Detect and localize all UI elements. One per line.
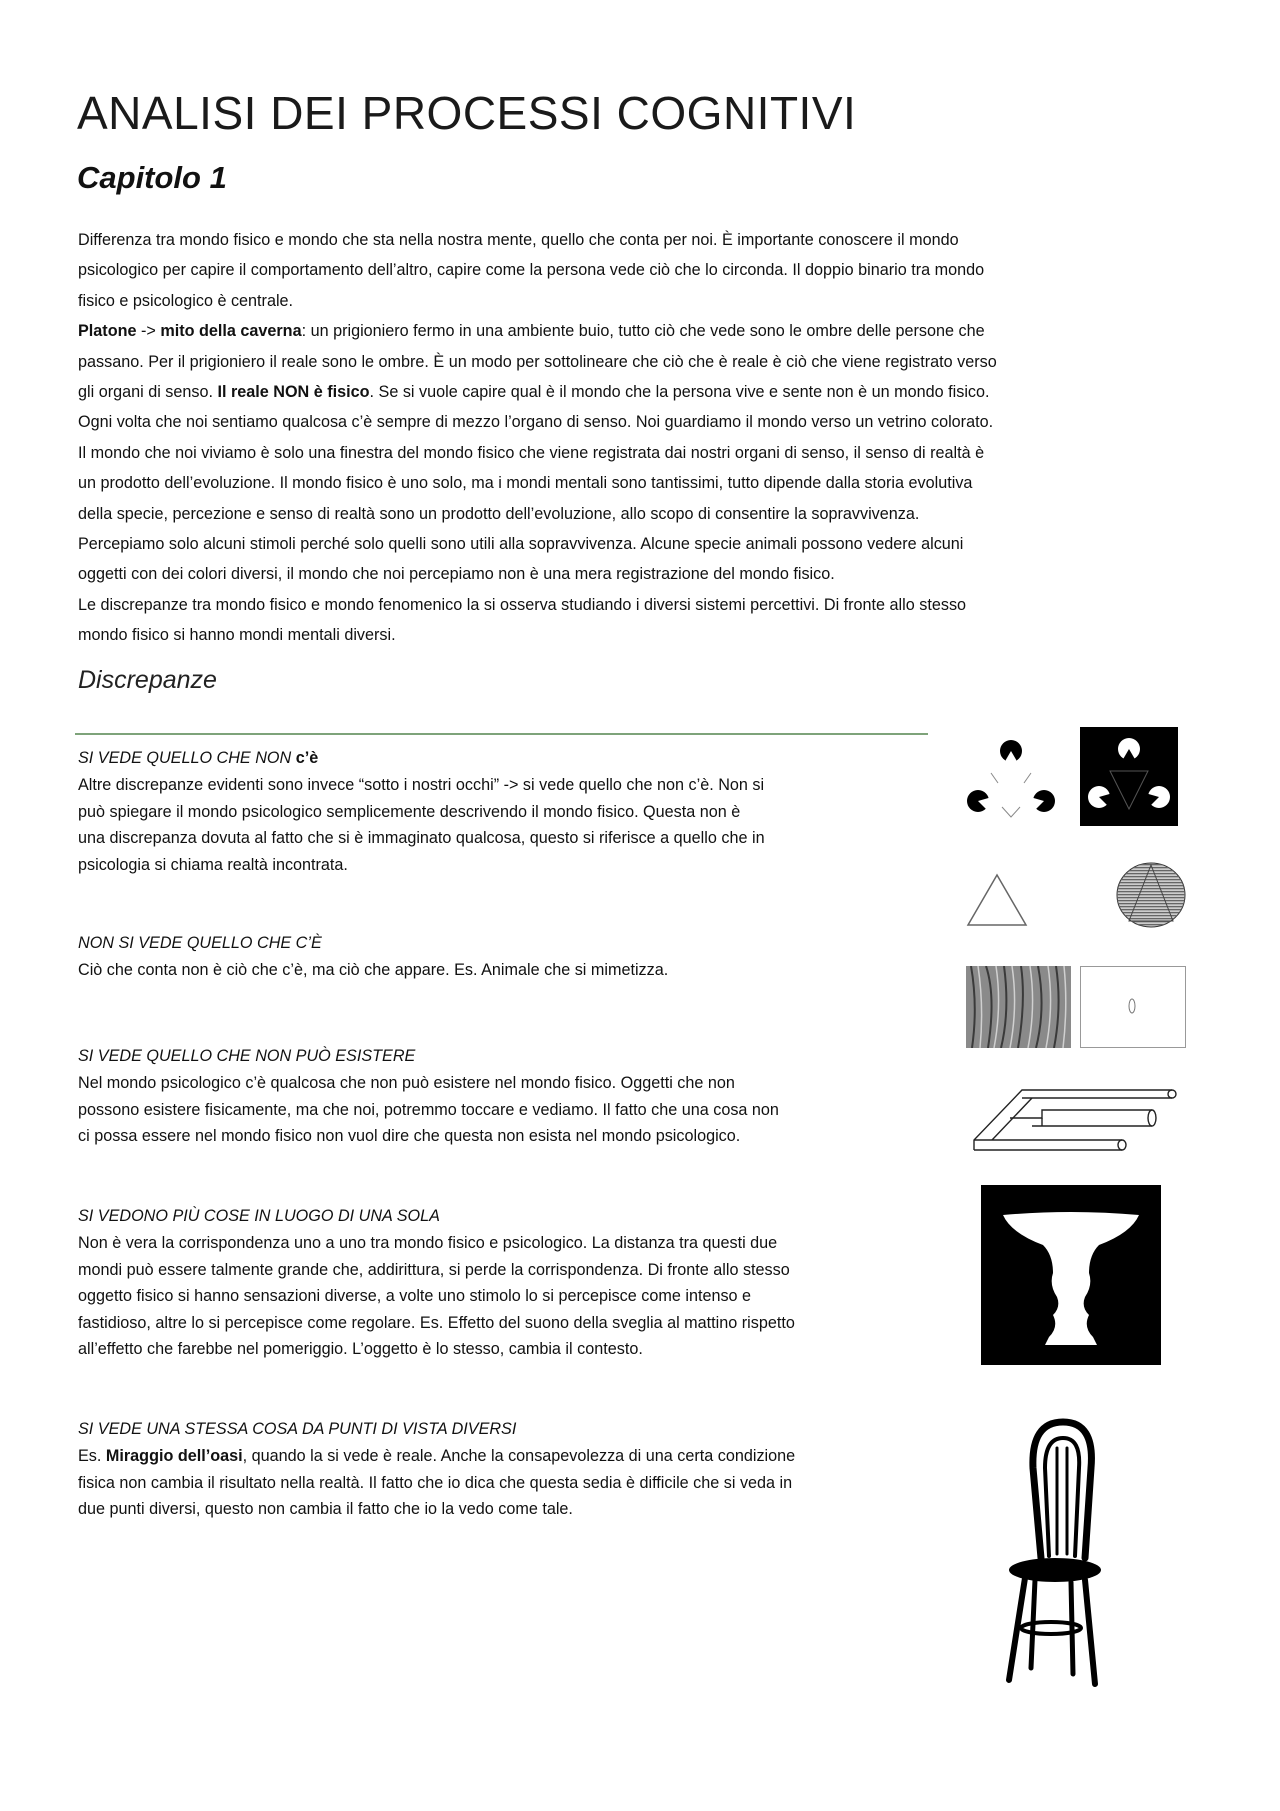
- text-segment: ->: [136, 322, 161, 341]
- text-line: [78, 1070, 779, 1097]
- text-line: [78, 1257, 795, 1284]
- section-heading: [78, 1203, 795, 1230]
- text-line: [78, 286, 997, 316]
- text-line: [78, 620, 997, 650]
- text-line: [78, 1443, 795, 1470]
- text-segment: SI VEDONO PIÙ COSE IN LUOGO DI UNA SOLA: [78, 1207, 440, 1225]
- chair-icon: [1001, 1418, 1101, 1690]
- section-heading: [78, 1043, 779, 1070]
- text-segment: Es.: [78, 1447, 106, 1465]
- section-si-vede-quello-che-non-ce: [78, 745, 765, 878]
- text-segment: Non è vera la corrispondenza uno a uno tra mondo fisico e psicologico. La distanza tra questi due: [78, 1234, 778, 1252]
- text-line: [78, 1123, 779, 1150]
- text-segment: mondo fisico si hanno mondi mentali diversi.: [78, 626, 396, 645]
- text-segment: può spiegare il mondo psicologico semplicemente descrivendo il mondo fisico. Questa non è: [78, 802, 741, 821]
- text-segment: ci possa essere nel mondo fisico non vuol dire che questa non esista nel mondo psicologico.: [78, 1127, 741, 1145]
- text-line: [78, 529, 997, 559]
- text-segment: un prodotto dell’evoluzione. Il mondo fisico è uno solo, ma i mondi mentali sono tantissimi, tutto dipende dalla storia evolutiva: [78, 474, 973, 493]
- text-line: [78, 559, 997, 589]
- text-segment: fisica non cambia il risultato nella realtà. Il fatto che io dica che questa sedia è difficile che si veda in: [78, 1473, 793, 1492]
- text-segment: Ogni volta che noi sentiamo qualcosa c’è sempre di mezzo l’organo di senso. Noi guardiamo il mondo verso un vetrino colorato.: [78, 413, 994, 432]
- text-segment: psicologia si chiama realtà incontrata.: [78, 855, 348, 874]
- text-line: [78, 825, 765, 852]
- text-line: [78, 1336, 795, 1363]
- text-line: [78, 1097, 779, 1124]
- text-line: [78, 772, 765, 799]
- text-line: [78, 225, 997, 255]
- text-segment: Ciò che conta non è ciò che c’è, ma ciò che appare. Es. Animale che si mimetizza.: [78, 961, 669, 979]
- discrepanze-heading: Discrepanze: [78, 666, 217, 694]
- intro-paragraph: [78, 225, 997, 650]
- text-segment: possono esistere fisicamente, ma che noi, potremmo toccare e vediamo. Il fatto che una cosa non: [78, 1100, 779, 1119]
- text-segment: Altre discrepanze evidenti sono invece “sotto i nostri occhi” -> si vede quello che non c’è. Non si: [78, 776, 765, 794]
- section-piu-cose: [78, 1203, 795, 1363]
- text-segment: Percepiamo solo alcuni stimoli perché solo quelli sono utili alla sopravvivenza. Alcune specie animali possono vedere alcuni: [78, 534, 964, 553]
- text-line: [78, 852, 765, 879]
- text-segment: , quando la si vede è reale. Anche la consapevolezza di una certa condizione: [242, 1447, 796, 1465]
- text-segment: SI VEDE UNA STESSA COSA DA PUNTI DI VISTA DIVERSI: [78, 1420, 517, 1438]
- text-segment: oggetti con dei colori diversi, il mondo che noi percepiamo non è una mera registrazione del mondo fisico.: [78, 565, 835, 584]
- text-segment: . Se si vuole capire qual è il mondo che la persona vive e sente non è un mondo fisico.: [369, 382, 990, 401]
- text-line: [78, 468, 997, 498]
- text-line: [78, 347, 997, 377]
- chapter-heading: Capitolo 1: [77, 160, 227, 195]
- text-line: [78, 377, 997, 407]
- text-line: [78, 1230, 795, 1257]
- text-segment: passano. Per il prigioniero il reale sono le ombre. È un modo per sottolineare che ciò che è reale è ciò che viene registrato verso: [78, 352, 997, 371]
- kanizsa-triangle-icon: [966, 737, 1056, 819]
- text-line: [78, 1470, 795, 1497]
- section-heading: [78, 930, 668, 957]
- striped-circle-triangle-icon: [1115, 861, 1187, 929]
- text-segment: NON SI VEDE QUELLO CHE C’È: [78, 934, 322, 952]
- text-line: [78, 407, 997, 437]
- camouflage-box-icon: [1080, 966, 1186, 1048]
- text-segment: fastidioso, altre lo si percepisce come regolare. Es. Effetto del suono della sveglia al mattino rispetto: [78, 1313, 795, 1332]
- text-segment: Nel mondo psicologico c’è qualcosa che non può esistere nel mondo fisico. Oggetti che non: [78, 1074, 735, 1092]
- text-segment: oggetto fisico si hanno sensazioni diverse, a volte uno stimolo lo si percepisce come intenso e: [78, 1287, 752, 1305]
- text-line: [78, 957, 668, 984]
- section-non-puo-esistere: [78, 1043, 779, 1150]
- bold-text: c’è: [295, 749, 319, 767]
- text-segment: una discrepanza dovuta al fatto che si è immaginato qualcosa, questo si riferisce a quello che in: [78, 829, 765, 847]
- text-segment: : un prigioniero fermo in una ambiente buio, tutto ciò che vede sono le ombre delle persone che: [301, 322, 985, 341]
- text-segment: fisico e psicologico è centrale.: [78, 291, 294, 310]
- section-heading: [78, 745, 765, 772]
- text-segment: psicologico per capire il comportamento dell’altro, capire come la persona vede ciò che lo circonda. Il doppio binario tra mondo: [78, 261, 985, 280]
- section-divider: [75, 733, 928, 735]
- text-line: [78, 255, 997, 285]
- bold-text: Miraggio dell’oasi: [105, 1447, 243, 1465]
- kanizsa-triangle-inverted-icon: [1080, 727, 1178, 826]
- text-segment: gli organi di senso.: [78, 382, 218, 401]
- text-segment: Il mondo che noi viviamo è solo una finestra del mondo fisico che viene registrata dai nostri organi di senso, il senso di realtà è: [78, 443, 985, 462]
- bark-texture-icon: [966, 966, 1071, 1048]
- text-line: [78, 438, 997, 468]
- text-line: [78, 499, 997, 529]
- section-non-si-vede-quello-che-ce: [78, 930, 668, 984]
- triangle-icon: [966, 873, 1028, 927]
- text-line: [78, 1283, 795, 1310]
- document-title: ANALISI DEI PROCESSI COGNITIVI: [77, 87, 857, 139]
- text-segment: mondi può essere talmente grande che, addirittura, si perde la corrispondenza. Di fronte allo stesso: [78, 1260, 790, 1279]
- bold-text: Il reale NON è fisico: [217, 382, 370, 401]
- text-segment: SI VEDE QUELLO CHE NON PUÒ ESISTERE: [78, 1047, 416, 1065]
- text-line: [78, 590, 997, 620]
- text-segment: Le discrepanze tra mondo fisico e mondo fenomenico la si osserva studiando i diversi sistemi percettivi. Di fronte allo stesso: [78, 595, 967, 614]
- text-segment: della specie, percezione e senso di realtà sono un prodotto dell’evoluzione, allo scopo di consentire la sopravvivenza.: [78, 504, 920, 523]
- text-segment: all’effetto che farebbe nel pomeriggio. L’oggetto è lo stesso, cambia il contesto.: [78, 1340, 643, 1358]
- section-punti-di-vista: [78, 1416, 795, 1523]
- section-heading: [78, 1416, 795, 1443]
- text-line: [78, 1310, 795, 1337]
- text-line: [78, 316, 997, 346]
- bold-text: mito della caverna: [160, 322, 302, 341]
- rubin-vase-icon: [981, 1185, 1161, 1365]
- impossible-fork-icon: [972, 1088, 1182, 1154]
- bold-text: Platone: [78, 322, 137, 341]
- text-segment: SI VEDE QUELLO CHE NON: [78, 749, 296, 767]
- text-segment: Differenza tra mondo fisico e mondo che sta nella nostra mente, quello che conta per noi. È importante conoscere il mondo: [78, 231, 959, 249]
- text-line: [78, 1496, 795, 1523]
- text-line: [78, 799, 765, 826]
- text-segment: due punti diversi, questo non cambia il fatto che io la vedo come tale.: [78, 1500, 573, 1518]
